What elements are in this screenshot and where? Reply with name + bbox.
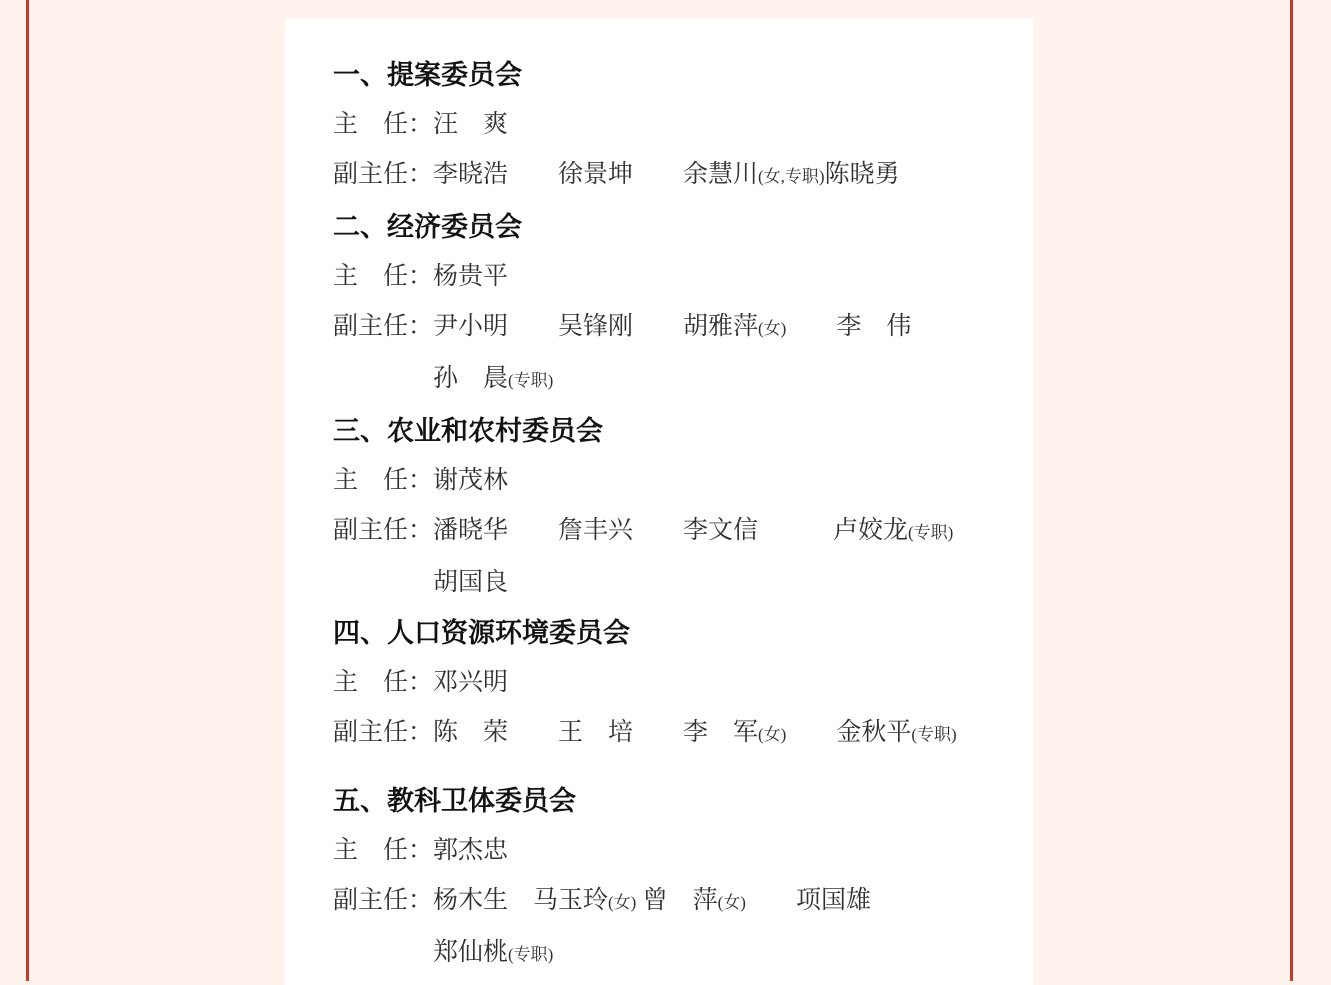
member-names: 项国雄 <box>745 887 871 914</box>
member-names: 邓兴明 <box>433 669 509 696</box>
name-annotation: (专职) <box>911 725 957 744</box>
role-names <box>433 876 997 980</box>
committee-heading: 二、经济委员会 <box>333 212 522 242</box>
names-line <box>433 456 997 506</box>
document-panel <box>285 18 1033 985</box>
role-names <box>433 302 997 406</box>
role-names <box>433 708 997 760</box>
committee-heading: 五、教科卫体委员会 <box>333 786 576 816</box>
member-names: 郭杰忠 <box>433 837 509 864</box>
name-annotation: (女) <box>758 725 787 744</box>
member-names: 谢茂林 <box>433 467 509 494</box>
role-row <box>333 456 997 506</box>
committee-section-5 <box>333 776 997 980</box>
committee-heading: 三、农业和农村委员会 <box>333 416 603 446</box>
role-label: 副主任： <box>333 887 434 914</box>
name-annotation: (女) <box>608 893 637 912</box>
role-label: 主 任： <box>333 837 434 864</box>
names-line <box>433 658 997 708</box>
role-row <box>333 252 997 302</box>
role-names <box>433 456 997 506</box>
member-names: 曾 萍 <box>636 887 718 914</box>
names-line <box>433 150 997 202</box>
member-names: 李 伟 <box>786 313 912 340</box>
role-row <box>333 302 997 406</box>
names-line <box>433 708 997 760</box>
member-names: 潘晓华 詹丰兴 李文信 卢姣龙 <box>433 517 909 544</box>
name-annotation: (专职) <box>508 371 554 390</box>
names-line <box>433 354 997 406</box>
role-label: 副主任： <box>333 161 434 188</box>
role-row <box>333 876 997 980</box>
role-label: 主 任： <box>333 263 434 290</box>
name-annotation: (女,专职) <box>758 167 825 186</box>
role-row <box>333 150 997 202</box>
member-names: 汪 爽 <box>433 111 509 138</box>
names-line <box>433 928 997 980</box>
member-names: 李晓浩 徐景坤 余慧川 <box>433 161 759 188</box>
member-names: 胡国良 <box>433 569 509 596</box>
role-names <box>433 150 997 202</box>
member-names: 尹小明 吴锋刚 胡雅萍 <box>433 313 759 340</box>
member-names: 孙 晨 <box>433 365 509 392</box>
role-names <box>433 100 997 150</box>
names-line <box>433 506 997 558</box>
role-names <box>433 506 997 608</box>
role-label: 主 任： <box>333 111 434 138</box>
name-annotation: (女) <box>717 893 746 912</box>
name-annotation: (专职) <box>908 523 954 542</box>
role-row <box>333 658 997 708</box>
role-label: 主 任： <box>333 467 434 494</box>
committee-heading: 四、人口资源环境委员会 <box>333 618 630 648</box>
names-line <box>433 876 997 928</box>
role-names <box>433 658 997 708</box>
member-names: 金秋平 <box>786 719 912 746</box>
name-annotation: (女) <box>758 319 787 338</box>
role-row <box>333 506 997 608</box>
committee-heading: 一、提案委员会 <box>333 60 522 90</box>
role-label: 主 任： <box>333 669 434 696</box>
right-border-rule <box>1290 0 1293 981</box>
member-names: 杨贵平 <box>433 263 509 290</box>
names-line <box>433 826 997 876</box>
member-names: 陈晓勇 <box>824 161 900 188</box>
role-row <box>333 826 997 876</box>
names-line <box>433 100 997 150</box>
role-label: 副主任： <box>333 719 434 746</box>
left-border-rule <box>26 0 29 981</box>
name-annotation: (专职) <box>508 945 554 964</box>
member-names: 郑仙桃 <box>433 939 509 966</box>
role-names <box>433 252 997 302</box>
role-names <box>433 826 997 876</box>
member-names: 陈 荣 王 培 李 军 <box>433 719 759 746</box>
committee-section-2 <box>333 202 997 406</box>
names-line <box>433 252 997 302</box>
member-names: 杨木生 马玉玲 <box>433 887 609 914</box>
role-label: 副主任： <box>333 313 434 340</box>
committee-section-1 <box>333 50 997 202</box>
names-line <box>433 558 997 608</box>
role-row <box>333 100 997 150</box>
committee-section-4 <box>333 608 997 760</box>
names-line <box>433 302 997 354</box>
committee-section-3 <box>333 406 997 608</box>
role-row <box>333 708 997 760</box>
role-label: 副主任： <box>333 517 434 544</box>
committee-list <box>333 50 997 980</box>
